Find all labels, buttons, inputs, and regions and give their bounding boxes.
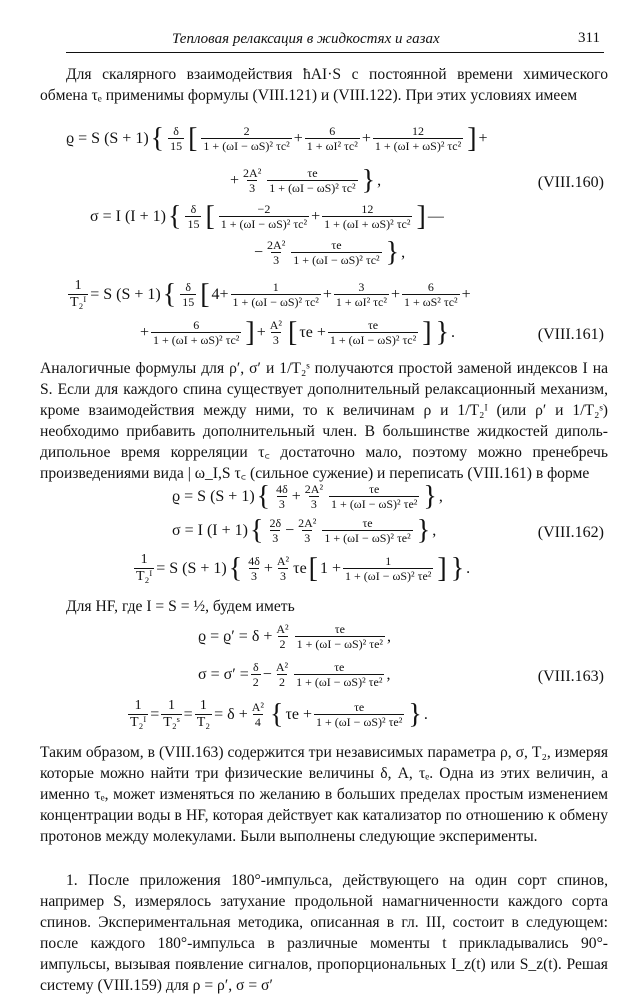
equation-t2-162: $\frac{1}{\text{T₂ᴵ}}$ = S (S + 1) { $\frac{4\delta}{3}$ + $\frac{\text{A²}}{3}$ τe [ 1 + $\frac{1}{\text{1 + (ωI − ωS)² τe²}}$ ] } . [136,552,471,584]
equation-rho-163: ϱ = ϱ′ = δ + $\frac{\text{A²}}{2}$ $\frac{\tau e}{\text{1 + (ωI − ωS)² τe²}}$ , [198,622,391,651]
paragraph-intro: Для скалярного взаимодействия ħAI·S с постоянной времени химического обмена τₑ применимы формулы (VIII.121) и (VIII.122). При этих условиях имеем [40,66,608,104]
equation-t2-161-cont: + $\frac{6}{\text{1 + (ωI + ωS)² τc²}}$ ] + $\frac{\text{A²}}{3}$ [ τe + $\frac{\tau e}{\text{1 + (ωI − ωS)² τc²}}$ ] } . [140,316,456,348]
equation-number-161: (VIII.161) [537,326,604,343]
equation-number-163: (VIII.163) [537,668,604,685]
bracket-open: [ [188,122,198,154]
page-number: 311 [578,30,600,46]
equation-number-162: (VIII.162) [537,524,604,541]
equation-sigma-160: σ = I (I + 1) { $\frac{\delta}{15}$ [ $\frac{-2}{\text{1 + (ωI − ωS)² τc²}}$ + $\frac{12}{\text{1 + (ωI + ωS)² τc²}}$ ] — [90,200,444,232]
equation-rho-160: ϱ = S (S + 1) { $\frac{\delta}{15}$ [ $\frac{2}{\text{1 + (ωI − ωS)² τc²}}$ + $\frac{6}{\text{1 + ωI² τc²}}$ + $\frac{12}{\text{1 + (ωI + ωS)² τc²}}$ ] + [66,122,488,154]
equation-t2-163: $\frac{1}{\text{T₂ᴵ}}$ = $\frac{1}{\text{T₂ˢ}}$ = $\frac{1}{\text{T₂}}$ = δ + $\frac{\text{A²}}{4}$ { τe + $\frac{\tau e}{\text{1 + (ωI − ωS)² τe²}}$ } . [130,698,428,730]
rho-lhs: ϱ = S (S + 1) [66,129,149,147]
frac-1-t2i: $\frac{1}{\text{T₂ᴵ}}$ [70,278,87,310]
page-header [66,28,604,53]
sigma-lhs: σ = I (I + 1) [90,207,166,225]
running-head: Тепловая релаксация в жидкостях и газах [172,31,440,47]
paragraph-experiment-1: 1. После приложения 180°-импульса, действующего на один сорт спинов, например S, измерялось затухание продольной намагниченности каждого сорта спинов. Экспериментальная методика, описанная в гл. III, состоит в следующем: после каждого 180°-импульса в различные моменты t прикладывались 90°-импульсы, вызывая появление сигналов, пропорциональных I_z(t) или S_z(t). Решая систему (VIII.159) для ρ = ρ′, σ = σ′ [40,872,608,994]
frac-sigma-1: $\frac{-2}{\text{1 + (ωI − ωS)² τc²}}$ [220,202,308,231]
paragraph-parameters: Таким образом, в (VIII.163) содержится три независимых параметра ρ, σ, T₂, измеряя которые можно найти три физические величины δ, A, τₑ. Одна из этих величин, а именно τₑ, может изменяться по желанию в больших пределах простым изменением концентрации воды в HF, которая действует как катализатор по отношению к обмену протонов между молекулами. Были выполнены следующие эксперименты. [40,744,608,845]
frac-term-3: $\frac{12}{\text{1 + (ωI + ωS)² τc²}}$ [374,124,462,153]
equation-t2-161: $\frac{1}{\text{T₂ᴵ}}$ = S (S + 1) { $\frac{\delta}{15}$ [ 4 + $\frac{1}{\text{1 + (ωI − ωS)² τc²}}$ + $\frac{3}{\text{1 + ωI² τc²}}$ + $\frac{6}{\text{1 + ωS² τc²}}$ + [70,278,471,310]
frac-term-2: $\frac{6}{\text{1 + ωI² τc²}}$ [306,124,358,153]
equation-sigma-160-cont: − $\frac{\text{2A²}}{3}$ $\frac{\tau e}{\text{1 + (ωI − ωS)² τc²}}$ } , [254,236,406,268]
brace-open: { [150,122,165,154]
frac-2a2-3: $\frac{\text{2A²}}{3}$ [243,166,262,195]
equation-number-160: (VIII.160) [537,174,604,191]
frac-tau-e: $\frac{\tau e}{\text{1 + (ωI − ωS)² τc²}}$ [269,166,356,195]
paragraph-hf: Для HF, где I = S = ½, будем иметь [66,598,295,615]
bracket-close: ] [467,122,477,154]
equation-rho-162: ϱ = S (S + 1) { $\frac{4\delta}{3}$ + $\frac{\text{2A²}}{3}$ $\frac{\tau e}{\text{1 + (ωI − ωS)² τe²}}$ } , [172,480,443,512]
equation-sigma-162: σ = I (I + 1) { $\frac{2\delta}{3}$ − $\frac{\text{2A²}}{3}$ $\frac{\tau e}{\text{1 + (ωI − ωS)² τe²}}$ } , [172,514,437,546]
equation-sigma-163: σ = σ′ = $\frac{\delta}{2}$ − $\frac{\text{A²}}{2}$ $\frac{\tau e}{\text{1 + (ωI − ωS)² τe²}}$ , [198,660,391,689]
paragraph-analogous: Аналогичные формулы для ρ′, σ′ и 1/T₂ˢ получаются простой заменой индексов I на S. Если для каждого спина существует дополнительный релаксационный механизм, кроме взаимодействия между ними, то к величинам ρ и 1/T₂ᴵ (или ρ′ и 1/T₂ˢ) необходимо прибавить дополнительный член. В большинстве жидкостей диполь-дипольное время корреляции τ꜀ достаточно мало, поэтому можно пренебречь произведениями вида | ω_I,S τ꜀ (сильное сужение) и переписать (VIII.161) в форме [40,360,608,482]
frac-sigma-2: $\frac{12}{\text{1 + (ωI + ωS)² τc²}}$ [324,202,411,231]
frac-delta-15: $\frac{\delta}{15}$ [170,124,183,153]
equation-rho-160-cont: + $\frac{\text{2A²}}{3}$ $\frac{\tau e}{\text{1 + (ωI − ωS)² τc²}}$ } , [230,164,382,196]
frac-term-1: $\frac{2}{\text{1 + (ωI − ωS)² τc²}}$ [203,124,290,153]
